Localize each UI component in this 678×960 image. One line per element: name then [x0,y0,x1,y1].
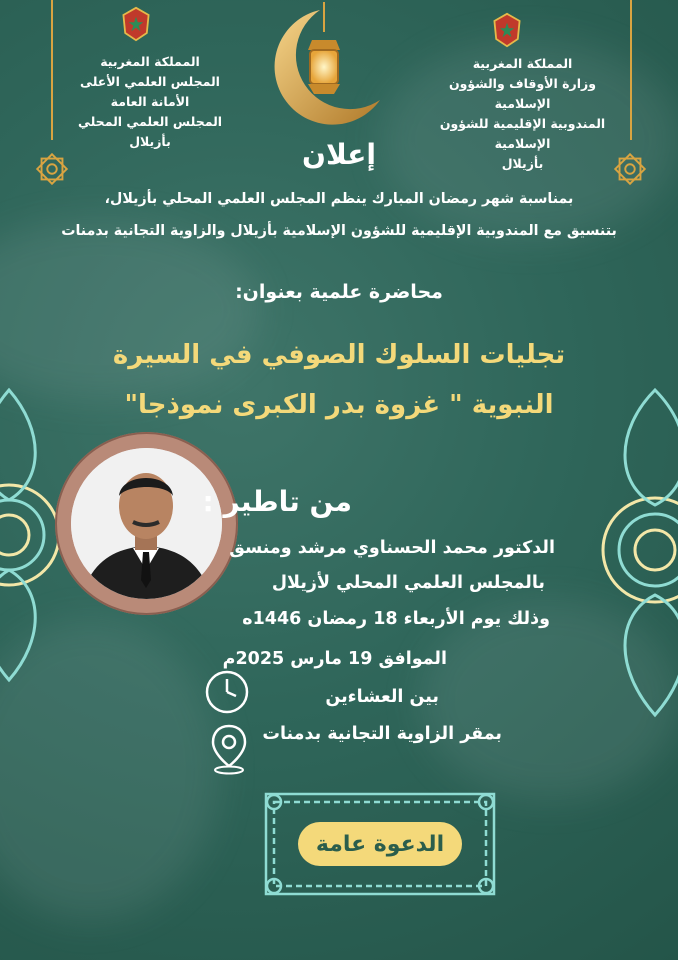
page-title: إعلان [302,138,376,171]
speaker-portrait [71,448,222,599]
stamp-line: بأزيلال [129,134,171,149]
coat-of-arms-right [489,12,525,48]
hanging-chain-left [51,0,53,140]
speaker-photo [71,448,222,599]
stamp-line: وزارة الأوقاف والشؤون الإسلامية [448,76,597,111]
left-institution-stamp [70,52,230,152]
event-date-gregorian: الموافق 19 مارس 2025م [222,649,447,669]
stamp-line: المملكة المغربية [100,54,200,69]
intro-line: بتنسيق مع المندوبية الإقليمية للشؤون الإسلامية بأزيلال والزاوية التجانية بدمنات [61,223,617,239]
hanging-chain-right [630,0,632,140]
location-pin-icon [205,722,253,776]
stamp-line: المجلس العلمي الأعلى [80,74,220,89]
mandala-ornament-right [600,370,678,730]
lecture-title: النبوية " غزوة بدر الكبرى نموذجا" [124,390,554,420]
crescent-lantern-icon [262,2,382,140]
mandala-ornament-left [0,370,64,700]
invitation-label: الدعوة عامة [315,832,445,857]
stamp-line: المملكة المغربية [472,56,573,71]
lecture-subtitle: محاضرة علمية بعنوان: [235,281,443,303]
event-date-hijri: وذلك يوم الأربعاء 18 رمضان 1446ه [242,609,550,629]
lecture-title: تجليات السلوك الصوفي في السيرة [112,340,566,370]
coat-of-arms-left [118,6,154,42]
stamp-line: الأمانة العامة [110,94,190,109]
event-time: بين العشاءين [325,687,439,707]
speaker-name: الدكتور محمد الحسناوي مرشد ومنسق [229,538,555,558]
stamp-line: المندوبية الإقليمية للشؤون الإسلامية [439,116,606,151]
clock-icon [203,668,251,716]
speaker-heading: من تاطير : [202,485,352,518]
stamp-line: بأزيلال [501,156,544,171]
speaker-affiliation: بالمجلس العلمي المحلي لأزيلال [271,573,545,593]
intro-line: بمناسبة شهر رمضان المبارك ينظم المجلس العلمي المحلي بأزيلال، [104,191,574,207]
event-venue: بمقر الزاوية التجانية بدمنات [262,724,502,744]
stamp-line: المجلس العلمي المحلي [77,114,223,129]
